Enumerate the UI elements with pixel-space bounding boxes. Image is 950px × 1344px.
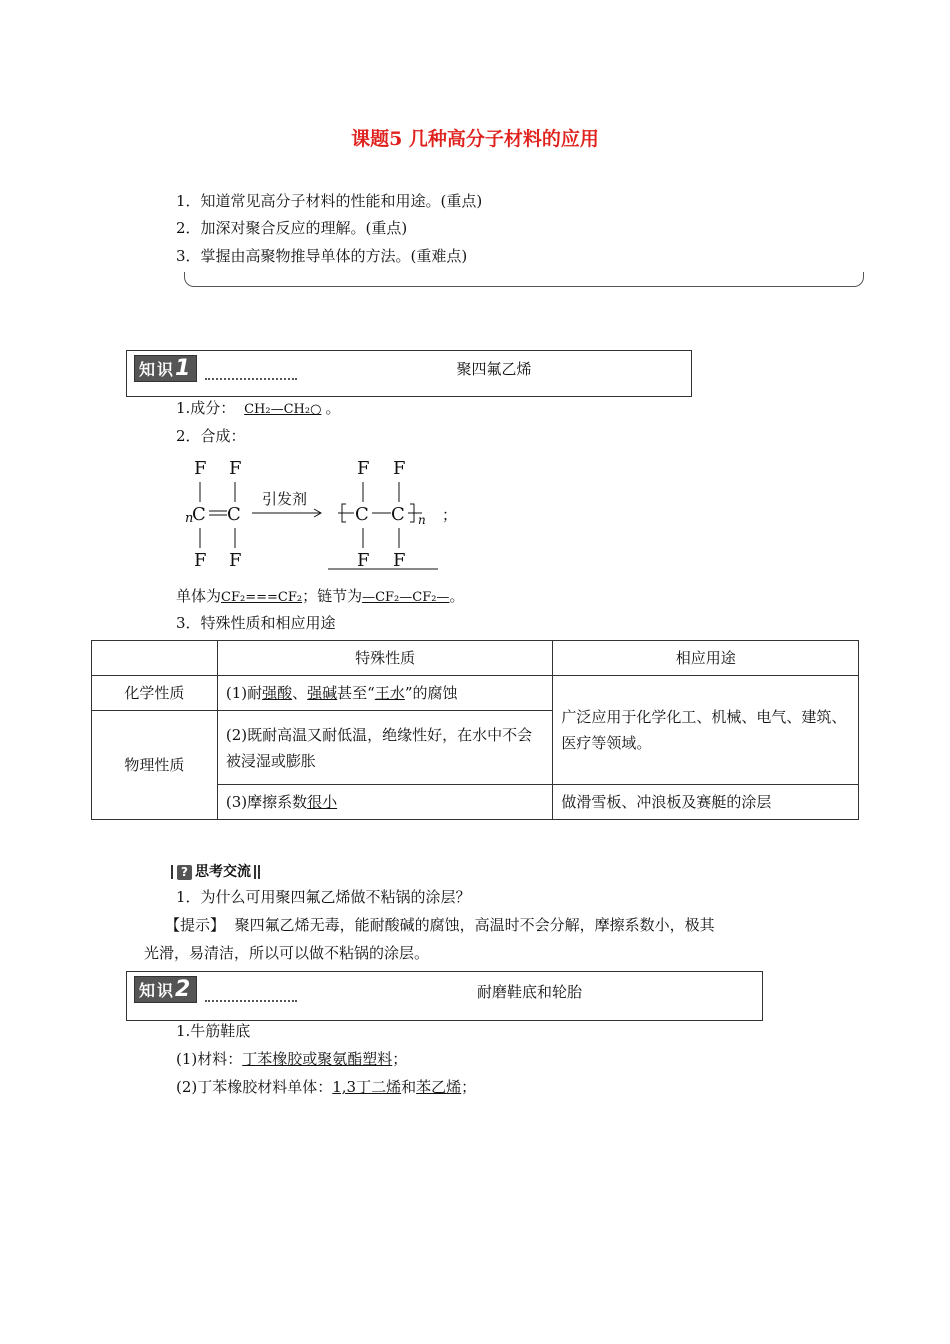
beef-tendon-sole-heading: 1.牛筋鞋底 (176, 1022, 251, 1040)
carbon-atom: C (391, 504, 405, 525)
composition-label: 1.成分： (176, 399, 236, 417)
page-title: 课题5 几种高分子材料的应用 (351, 128, 599, 150)
carbon-atom: C (192, 504, 206, 525)
knowledge-2-badge (134, 976, 197, 1003)
monomer-label: 单体为 (176, 587, 222, 605)
composition-value: CH₂—CH₂○ (244, 402, 322, 417)
f-atom: F (393, 550, 406, 571)
properties-heading: 3．特殊性质和相应用途 (176, 614, 336, 632)
header-application: 相应用途 (553, 641, 859, 676)
styrene-answer: 苯乙烯 (416, 1078, 462, 1096)
hint-line-2: 光滑，易清洁，所以可以做不粘锅的涂层。 (144, 944, 430, 962)
polymerization-equation (180, 452, 480, 574)
hint-label: 【提示】 (165, 916, 226, 934)
butadiene-answer: 1,3丁二烯 (332, 1078, 402, 1096)
text-segment: 、 (292, 684, 308, 702)
initiator-label: 引发剂 (262, 490, 308, 508)
friction-application-cell: 做滑雪板、冲浪板及赛艇的涂层 (553, 785, 859, 820)
question-icon: ? (177, 865, 192, 880)
monomer-suffix: 。 (449, 587, 465, 605)
f-atom: F (393, 458, 406, 479)
question-1: 1．为什么可用聚四氟乙烯做不粘锅的涂层？ (176, 888, 471, 906)
material-suffix: ； (392, 1050, 408, 1068)
f-atom: F (229, 458, 242, 479)
f-atom: F (229, 550, 242, 571)
knowledge-1-title: 聚四氟乙烯 (456, 360, 532, 378)
friction-cell (217, 785, 553, 820)
table-row (92, 676, 859, 711)
dotted-divider (205, 378, 297, 380)
answer-strong-base: 强碱 (307, 684, 338, 702)
knowledge-badge-number: 1 (175, 356, 193, 381)
knowledge-badge-number: 2 (175, 977, 193, 1002)
material-label: (1)材料： (176, 1050, 243, 1068)
hint-text: 聚四氟乙烯无毒，能耐酸碱的腐蚀，高温时不会分解，摩擦系数小，极其 (234, 916, 715, 934)
text-segment: 甚至“ (337, 684, 375, 702)
objective-1: 1．知道常见高分子材料的性能和用途。(重点) (176, 192, 483, 210)
row-label-physical: 物理性质 (92, 711, 218, 820)
application-cell: 广泛应用于化学化工、机械、电气、建筑、医疗等领域。 (553, 676, 859, 785)
text-segment: (1)耐 (225, 684, 263, 702)
table-corner (92, 641, 218, 676)
composition-suffix: 。 (325, 399, 341, 417)
n-coefficient: n (185, 511, 194, 526)
monomer-formula: CF₂===CF₂ (221, 590, 303, 605)
carbon-atom: C (227, 504, 241, 525)
knowledge-1-badge (134, 355, 197, 382)
f-atom: F (194, 550, 207, 571)
text-segment: (3)摩擦系数 (225, 793, 308, 811)
composition-line (176, 397, 340, 418)
knowledge-badge-label: 知识 (139, 360, 176, 379)
semicolon: ； (442, 506, 458, 524)
unit-label: ；链节为 (302, 587, 363, 605)
material-line (176, 1048, 407, 1069)
think-discuss-text: 思考交流 (195, 864, 251, 880)
dotted-divider (205, 1000, 297, 1002)
monomer-sbr-line (176, 1076, 476, 1097)
header-special-property: 特殊性质 (217, 641, 553, 676)
synthesis-heading: 2．合成： (176, 427, 246, 445)
f-atom: F (357, 550, 370, 571)
answer-aqua-regia: 王水 (374, 684, 405, 702)
answer-very-small: 很小 (307, 793, 338, 811)
sbr-monomer-suffix: ； (461, 1078, 477, 1096)
f-atom: F (194, 458, 207, 479)
properties-table (91, 640, 859, 820)
objectives-bracket (184, 272, 864, 287)
carbon-atom: C (355, 504, 369, 525)
row-label-chemical: 化学性质 (92, 676, 218, 711)
think-discuss-label (170, 861, 261, 881)
n-subscript: n (418, 513, 426, 527)
knowledge-badge-label: 知识 (139, 981, 176, 1000)
physical-property-cell: (2)既耐高温又耐低温，绝缘性好，在水中不会被浸湿或膨胀 (217, 711, 553, 785)
answer-strong-acid: 强酸 (262, 684, 293, 702)
hint-line-1 (165, 914, 715, 935)
f-atom: F (357, 458, 370, 479)
repeat-unit-formula: —CF₂—CF₂— (362, 590, 450, 605)
material-answer: 丁苯橡胶或聚氨酯塑料 (242, 1050, 393, 1068)
objective-3: 3．掌握由高聚物推导单体的方法。(重难点) (176, 247, 468, 265)
table-header-row (92, 641, 859, 676)
chemical-property-cell (217, 676, 553, 711)
sbr-monomer-label: (2)丁苯橡胶材料单体： (176, 1078, 333, 1096)
monomer-line (176, 585, 464, 606)
text-segment: ”的腐蚀 (404, 684, 458, 702)
objective-2: 2．加深对聚合反应的理解。(重点) (176, 219, 408, 237)
knowledge-2-title: 耐磨鞋底和轮胎 (476, 983, 582, 1001)
conjunction: 和 (401, 1078, 417, 1096)
